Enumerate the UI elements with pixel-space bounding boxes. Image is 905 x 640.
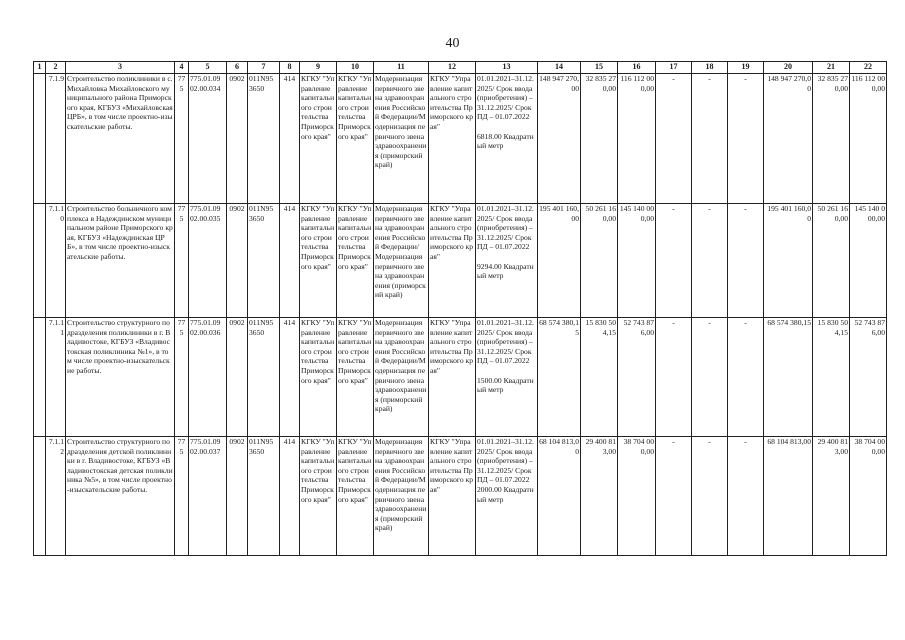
page-number: 40 (445, 36, 460, 51)
table-row (34, 318, 887, 437)
cell-total: 148 947 270,00 (538, 74, 581, 204)
cell-total: 68 104 813,00 (538, 437, 581, 556)
cell-section: 0902 (227, 74, 248, 204)
cell-total: 195 401 160,00 (538, 204, 581, 318)
col-header: 4 (175, 62, 189, 74)
col-header: 13 (476, 62, 538, 74)
cell-item-number: 7.1.12 (46, 437, 66, 556)
cell-total-2: 68 104 813,00 (764, 437, 813, 556)
table-row (34, 204, 887, 318)
cell-project: Модернизация первичного звена здравоохранения Российской Федерации/Модернизация первичного звена здравоохранения (приморский край) (374, 437, 429, 556)
cell-regional-2: 50 261 160,00 (813, 204, 850, 318)
cell-federal: 38 704 000,00 (618, 437, 656, 556)
cell-customer: КГКУ "Управление капитального строительства Приморского края" (337, 74, 374, 204)
cell-regional-2: 15 830 504,15 (813, 318, 850, 437)
cell-organization: КГКУ "Управление капитального строительства Приморского края" (300, 437, 337, 556)
col-header: 8 (280, 62, 300, 74)
col-header: 11 (374, 62, 429, 74)
cell-federal-2: 145 140 000,00 (850, 204, 887, 318)
cell-type: 414 (280, 204, 300, 318)
cell-item-number: 7.1.10 (46, 204, 66, 318)
col-header: 10 (337, 62, 374, 74)
cell-total: 68 574 380,15 (538, 318, 581, 437)
cell-item-number: 7.1.11 (46, 318, 66, 437)
col-header: 2 (46, 62, 66, 74)
cell-regional: 29 400 813,00 (581, 437, 618, 556)
cell-18: - (692, 204, 728, 318)
col-header: 18 (692, 62, 728, 74)
cell-type: 414 (280, 74, 300, 204)
cell-regional: 32 835 270,00 (581, 74, 618, 204)
col-header: 21 (813, 62, 850, 74)
cell-federal: 145 140 000,00 (618, 204, 656, 318)
cell-section: 0902 (227, 437, 248, 556)
cell-17: - (656, 437, 692, 556)
cell-customer: КГКУ "Управление капитального строительства Приморского края" (337, 204, 374, 318)
cell-regional-2: 29 400 813,00 (813, 437, 850, 556)
cell-target: 011N95 3650 (248, 204, 280, 318)
cell-developer: КГКУ "Управление капитального строительства Приморского края" (429, 437, 476, 556)
col-header: 19 (728, 62, 764, 74)
cell-18: - (692, 437, 728, 556)
cell-project: Модернизация первичного звена здравоохранения Российской Федерации/Модернизация первичного звена здравоохранения (приморский край) (374, 74, 429, 204)
cell-code: 775.01.09 02.00.037 (189, 437, 227, 556)
cell-target: 011N95 3650 (248, 318, 280, 437)
cell-federal-2: 38 704 000,00 (850, 437, 887, 556)
cell-federal: 116 112 000,00 (618, 74, 656, 204)
cell-4: 775 (175, 318, 189, 437)
cell-schedule: 01.01.2021–31.12.2025/ Срок ввода (приобретения) – 31.12.2025/ Срок ПД – 01.07.2022 1500.00 Квадратный метр (476, 318, 538, 437)
cell-federal-2: 116 112 000,00 (850, 74, 887, 204)
cell-19: - (728, 318, 764, 437)
cell-code: 775.01.09 02.00.035 (189, 204, 227, 318)
col-header: 20 (764, 62, 813, 74)
cell-type: 414 (280, 318, 300, 437)
cell-17: - (656, 74, 692, 204)
cell-schedule: 01.01.2021–31.12.2025/ Срок ввода (приобретения) – 31.12.2025/ Срок ПД – 01.07.2022 2000.00 Квадратный метр (476, 437, 538, 556)
cell-object-name: Строительство структурного подразделения поликлиники в г. Владивостоке, КГБУЗ «Владивостокская поликлиника №1», в том числе проектно-изыскательские работы. (66, 318, 175, 437)
cell-federal: 52 743 876,00 (618, 318, 656, 437)
cell-18: - (692, 74, 728, 204)
cell-object-name: Строительство поликлиники в с. Михайловка Михайловского муниципального района Приморского края, КГБУЗ «Михайловская ЦРБ», в том числе проектно-изыскательские работы. (66, 74, 175, 204)
cell-1 (34, 74, 46, 204)
cell-organization: КГКУ "Управление капитального строительства Приморского края" (300, 74, 337, 204)
cell-customer: КГКУ "Управление капитального строительства Приморского края" (337, 437, 374, 556)
cell-regional-2: 32 835 270,00 (813, 74, 850, 204)
col-header: 6 (227, 62, 248, 74)
cell-4: 775 (175, 437, 189, 556)
cell-19: - (728, 204, 764, 318)
cell-section: 0902 (227, 318, 248, 437)
cell-1 (34, 437, 46, 556)
cell-schedule: 01.01.2021–31.12.2025/ Срок ввода (приобретения) – 31.12.2025/ Срок ПД – 01.07.2022 6818.00 Квадратный метр (476, 74, 538, 204)
cell-organization: КГКУ "Управление капитального строительства Приморского края" (300, 318, 337, 437)
cell-total-2: 148 947 270,00 (764, 74, 813, 204)
col-header: 1 (34, 62, 46, 74)
cell-regional: 15 830 504,15 (581, 318, 618, 437)
cell-customer: КГКУ "Управление капитального строительства Приморского края" (337, 318, 374, 437)
cell-code: 775.01.09 02.00.034 (189, 74, 227, 204)
col-header: 14 (538, 62, 581, 74)
cell-project: Модернизация первичного звена здравоохранения Российской Федерации/Модернизация первичного звена здравоохранения (приморский край) (374, 318, 429, 437)
cell-regional: 50 261 160,00 (581, 204, 618, 318)
cell-federal-2: 52 743 876,00 (850, 318, 887, 437)
cell-item-number: 7.1.9 (46, 74, 66, 204)
col-header: 12 (429, 62, 476, 74)
col-header: 9 (300, 62, 337, 74)
cell-17: - (656, 318, 692, 437)
cell-project: Модернизация первичного звена здравоохранения Российской Федерации/ Модернизация первичного звена здравоохранения (приморский край) (374, 204, 429, 318)
col-header: 7 (248, 62, 280, 74)
cell-object-name: Строительство структурного подразделения детской поликлиники в г. Владивостоке, КГБУЗ «Владивостокская детская поликлиника №5», в том числе проектно-изыскательские работы. (66, 437, 175, 556)
col-header: 15 (581, 62, 618, 74)
table-row (34, 437, 887, 556)
budget-table (33, 61, 887, 556)
col-header: 22 (850, 62, 887, 74)
col-header: 17 (656, 62, 692, 74)
cell-developer: КГКУ "Управление капитального строительства Приморского края" (429, 204, 476, 318)
cell-developer: КГКУ "Управление капитального строительства Приморского края" (429, 318, 476, 437)
cell-total-2: 195 401 160,00 (764, 204, 813, 318)
cell-schedule: 01.01.2021–31.12.2025/ Срок ввода (приобретения) – 31.12.2025/ Срок ПД – 01.07.2022 9294.00 Квадратный метр (476, 204, 538, 318)
cell-17: - (656, 204, 692, 318)
cell-target: 011N95 3650 (248, 437, 280, 556)
cell-code: 775.01.09 02.00.036 (189, 318, 227, 437)
cell-target: 011N95 3650 (248, 74, 280, 204)
cell-object-name: Строительство больничного комплекса в Надеждинском муниципальном районе Приморского края, КГБУЗ «Надеждинская ЦРБ», в том числе проектно-изыскательские работы. (66, 204, 175, 318)
cell-developer: КГКУ "Управление капитального строительства Приморского края" (429, 74, 476, 204)
cell-section: 0902 (227, 204, 248, 318)
cell-19: - (728, 74, 764, 204)
cell-1 (34, 318, 46, 437)
cell-type: 414 (280, 437, 300, 556)
cell-total-2: 68 574 380,15 (764, 318, 813, 437)
cell-organization: КГКУ "Управление капитального строительства Приморского края" (300, 204, 337, 318)
col-header: 3 (66, 62, 175, 74)
col-header: 16 (618, 62, 656, 74)
cell-4: 775 (175, 204, 189, 318)
cell-1 (34, 204, 46, 318)
col-header: 5 (189, 62, 227, 74)
cell-4: 775 (175, 74, 189, 204)
header-row (34, 62, 887, 74)
cell-18: - (692, 318, 728, 437)
table-row (34, 74, 887, 204)
cell-19: - (728, 437, 764, 556)
